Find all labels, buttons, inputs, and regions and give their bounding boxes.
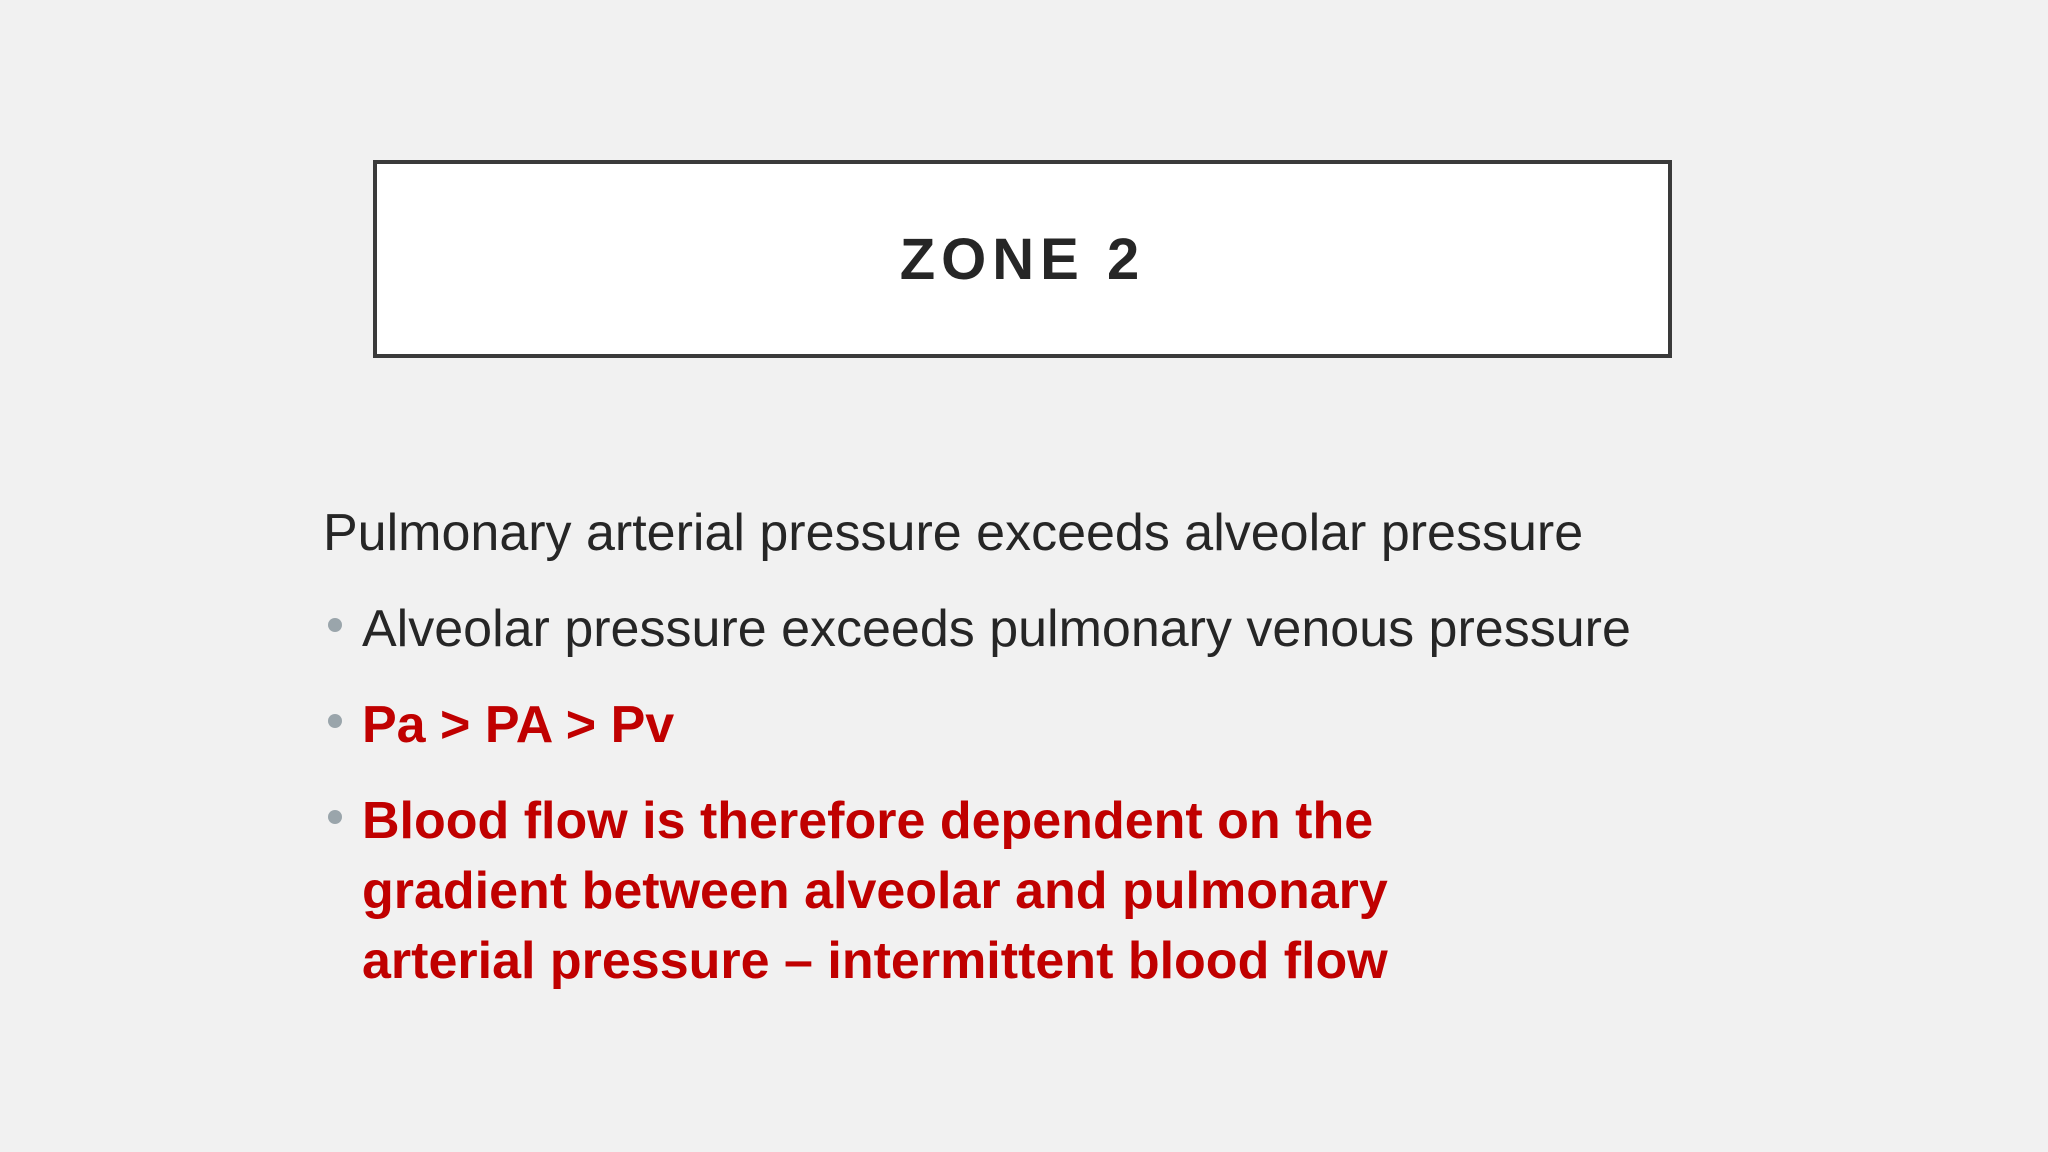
bullet-dot-icon [328,618,342,632]
blood-flow-line: arterial pressure – intermittent blood flow [362,932,1388,990]
bullet-dot-icon [328,810,342,824]
bullet-list [323,594,1723,996]
bullet-item [323,690,1723,760]
blood-flow-text [362,786,1723,996]
bullet-dot-icon [328,714,342,728]
blood-flow-line: Blood flow is therefore dependent on the [362,792,1374,850]
lead-text: Pulmonary arterial pressure exceeds alveolar pressure [323,504,1584,562]
bullet-item [323,594,1723,664]
bullet-text: Alveolar pressure exceeds pulmonary venous pressure [362,600,1631,658]
bullet-item [323,786,1723,996]
slide-body [323,500,1723,1022]
slide-title: ZONE 2 [899,226,1146,292]
blood-flow-line: gradient between alveolar and pulmonary [362,862,1388,920]
pressure-relation-text: Pa > PA > Pv [362,696,675,754]
title-box [373,160,1672,358]
